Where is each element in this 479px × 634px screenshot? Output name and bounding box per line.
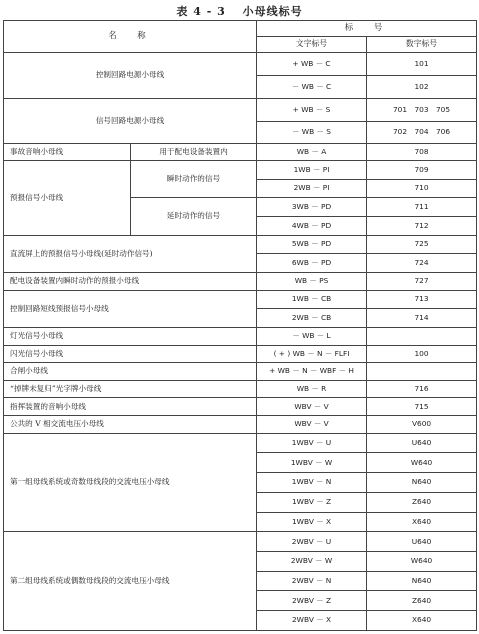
digit-code: 101 <box>367 53 477 76</box>
digit-code: U640 <box>367 433 477 453</box>
row-name: 第一组母线系统或奇数母线段的交流电压小母线 <box>4 433 257 532</box>
digit-code <box>367 327 477 345</box>
text-code: 2WBV － N <box>257 571 367 591</box>
digit-code: 711 <box>367 198 477 217</box>
text-code: 1WBV － W <box>257 453 367 473</box>
text-code: 2WBV － X <box>257 611 367 631</box>
text-code: － WB － S <box>257 121 367 144</box>
text-code: 2WB － CB <box>257 309 367 328</box>
digit-code: 715 <box>367 398 477 416</box>
digit-code: U640 <box>367 532 477 552</box>
text-code: + WB － S <box>257 98 367 121</box>
digit-code: N640 <box>367 473 477 493</box>
digit-code: V600 <box>367 416 477 434</box>
digit-code: X640 <box>367 611 477 631</box>
row-name: 合闸小母线 <box>4 363 257 381</box>
text-code: 2WBV － Z <box>257 591 367 611</box>
row-name: 闪光信号小母线 <box>4 345 257 363</box>
text-code: WBV － V <box>257 416 367 434</box>
digit-code: W640 <box>367 551 477 571</box>
text-code: 1WB － CB <box>257 290 367 309</box>
table-title: 小母线标号 <box>242 5 303 18</box>
digit-code: 102 <box>367 75 477 98</box>
row-name: 第二组母线系统或偶数母线段的交流电压小母线 <box>4 532 257 631</box>
text-code: 5WB － PD <box>257 235 367 254</box>
digit-code: 100 <box>367 345 477 363</box>
text-code: 1WBV － X <box>257 512 367 532</box>
row-name: 事故音响小母线 <box>4 144 131 161</box>
text-code: 2WBV － W <box>257 551 367 571</box>
header-label: 标 号 <box>257 21 477 37</box>
header-name: 名 称 <box>4 21 257 53</box>
text-code: 2WB － PI <box>257 179 367 198</box>
digit-code: 727 <box>367 273 477 291</box>
text-code: 2WBV － U <box>257 532 367 552</box>
digit-code: 709 <box>367 160 477 179</box>
digit-code: Z640 <box>367 591 477 611</box>
digit-code: 725 <box>367 235 477 254</box>
text-code: 1WBV － U <box>257 433 367 453</box>
row-name: 预报信号小母线 <box>4 160 131 235</box>
header-digit-label: 数字标号 <box>367 36 477 53</box>
digit-code <box>367 363 477 381</box>
row-subname: 瞬时动作的信号 <box>131 160 257 197</box>
digit-code: 710 <box>367 179 477 198</box>
digit-code: N640 <box>367 571 477 591</box>
table-number: 表 4 - 3 <box>176 5 226 18</box>
text-code: + WB － C <box>257 53 367 76</box>
text-code: 1WB － PI <box>257 160 367 179</box>
header-text-label: 文字标号 <box>257 36 367 53</box>
text-code: WB － R <box>257 380 367 398</box>
text-code: 4WB － PD <box>257 217 367 236</box>
row-name: 指挥装置的音响小母线 <box>4 398 257 416</box>
row-name: “掉牌未复归”光字牌小母线 <box>4 380 257 398</box>
row-name: 控制回路短线预报信号小母线 <box>4 290 257 327</box>
text-code: 6WB － PD <box>257 254 367 273</box>
digit-code: 701 703 705 <box>367 98 477 121</box>
digit-code: 702 704 706 <box>367 121 477 144</box>
row-name: 配电设备装置内瞬时动作的预报小母线 <box>4 273 257 291</box>
digit-code: X640 <box>367 512 477 532</box>
row-name: 信号回路电源小母线 <box>4 98 257 144</box>
text-code: 1WBV － N <box>257 473 367 493</box>
text-code: 3WB － PD <box>257 198 367 217</box>
text-code: WBV － V <box>257 398 367 416</box>
row-name: 公共的 V 相交流电压小母线 <box>4 416 257 434</box>
text-code: + WB － N － WBF － H <box>257 363 367 381</box>
text-code: ( + ) WB － N － FLFI <box>257 345 367 363</box>
digit-code: W640 <box>367 453 477 473</box>
row-name: 直流屏上的预报信号小母线(延时动作信号) <box>4 235 257 272</box>
digit-code: 716 <box>367 380 477 398</box>
row-name: 灯光信号小母线 <box>4 327 257 345</box>
text-code: － WB － C <box>257 75 367 98</box>
digit-code: 708 <box>367 144 477 161</box>
table-caption <box>0 3 479 19</box>
digit-code: 724 <box>367 254 477 273</box>
digit-code: 714 <box>367 309 477 328</box>
bus-label-table <box>3 20 477 631</box>
digit-code: Z640 <box>367 492 477 512</box>
digit-code: 713 <box>367 290 477 309</box>
text-code: 1WBV － Z <box>257 492 367 512</box>
text-code: WB － A <box>257 144 367 161</box>
row-name: 控制回路电源小母线 <box>4 53 257 99</box>
digit-code: 712 <box>367 217 477 236</box>
row-subname: 延时动作的信号 <box>131 198 257 235</box>
text-code: WB － PS <box>257 273 367 291</box>
row-subname: 用于配电设备装置内 <box>131 144 257 161</box>
text-code: － WB － L <box>257 327 367 345</box>
